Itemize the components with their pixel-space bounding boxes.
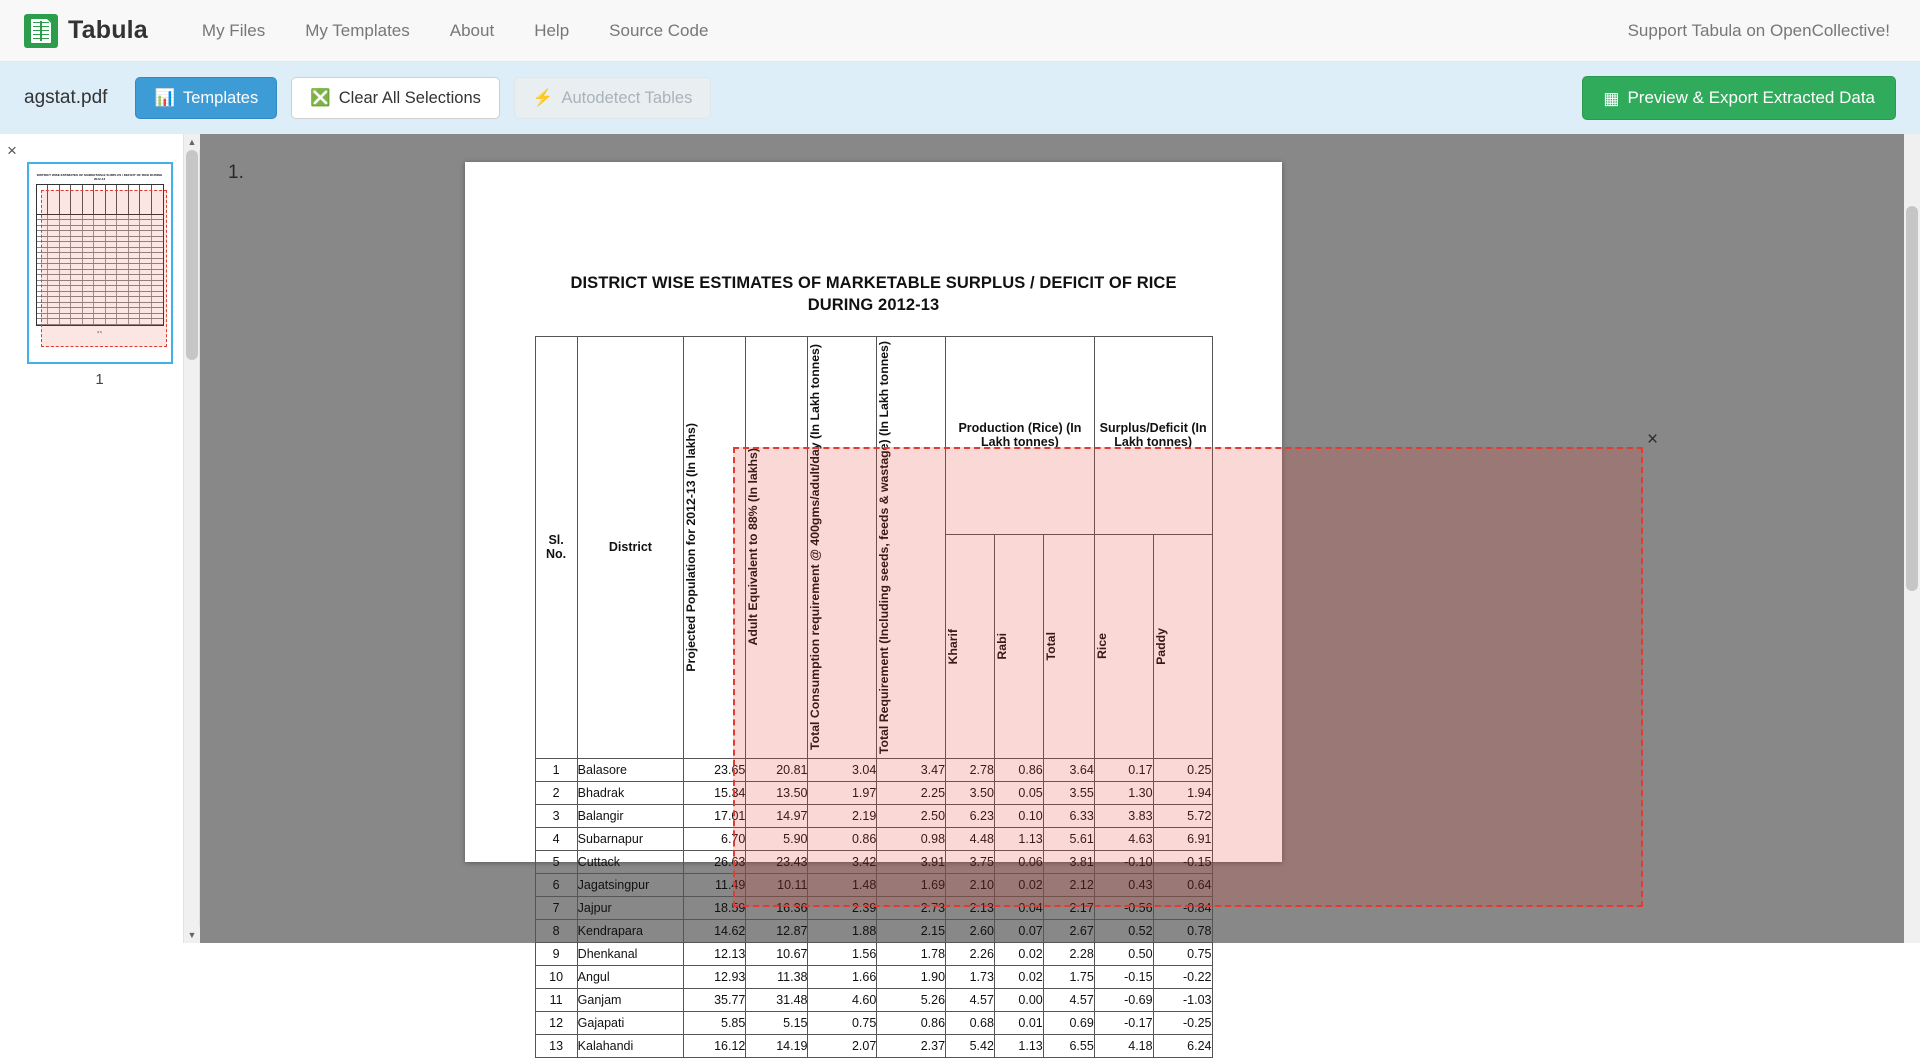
cell-projected-population: 5.85 (684, 1011, 746, 1034)
cell-rice: -0.69 (1094, 988, 1153, 1011)
thumbnail-footer: (17) (96, 329, 103, 334)
header-rabi (994, 534, 1043, 758)
thumbnail-table (36, 184, 164, 326)
cell-rice: -0.56 (1094, 896, 1153, 919)
cell-adult-equivalent: 14.97 (746, 804, 808, 827)
cell-rabi: 0.04 (994, 896, 1043, 919)
circle-x-icon: ❎ (310, 88, 331, 107)
autodetect-tables-button[interactable] (514, 77, 711, 119)
cell-rabi: 0.07 (994, 919, 1043, 942)
cell-rice: 4.18 (1094, 1034, 1153, 1057)
cell-kharif: 3.75 (946, 850, 995, 873)
cell-sl-no: 9 (535, 942, 577, 965)
viewer-scroll-thumb[interactable] (1906, 206, 1918, 591)
cell-kharif: 5.42 (946, 1034, 995, 1057)
cell-rabi: 0.10 (994, 804, 1043, 827)
header-kharif (946, 534, 995, 758)
cell-projected-population: 11.49 (684, 873, 746, 896)
cell-adult-equivalent: 23.43 (746, 850, 808, 873)
cell-projected-population: 18.59 (684, 896, 746, 919)
nav-link-about[interactable]: About (449, 20, 495, 40)
cell-paddy: 0.25 (1153, 758, 1212, 781)
cell-district: Subarnapur (577, 827, 684, 850)
cell-sl-no: 11 (535, 988, 577, 1011)
cell-rabi: 0.00 (994, 988, 1043, 1011)
table-row (535, 804, 1212, 827)
cell-adult-equivalent: 11.38 (746, 965, 808, 988)
cell-total: 4.57 (1043, 988, 1094, 1011)
cell-district: Kalahandi (577, 1034, 684, 1057)
cell-kharif: 2.78 (946, 758, 995, 781)
cell-total-requirement: 3.47 (877, 758, 946, 781)
header-total-consumption (808, 336, 877, 758)
cell-kharif: 0.68 (946, 1011, 995, 1034)
cell-total-requirement: 0.86 (877, 1011, 946, 1034)
templates-button-label: Templates (183, 88, 259, 107)
header-total (1043, 534, 1094, 758)
cell-kharif: 2.26 (946, 942, 995, 965)
cell-projected-population: 35.77 (684, 988, 746, 1011)
header-district: District (577, 336, 684, 758)
cell-rabi: 0.01 (994, 1011, 1043, 1034)
thumbnail-page-label: 1 (95, 371, 104, 388)
cell-total-requirement: 2.25 (877, 781, 946, 804)
cell-total-consumption: 2.19 (808, 804, 877, 827)
cell-rabi: 0.05 (994, 781, 1043, 804)
table-row (535, 1011, 1212, 1034)
table-row (535, 942, 1212, 965)
table-row (535, 827, 1212, 850)
pdf-viewer[interactable] (200, 134, 1920, 1053)
sidebar-scrollbar[interactable] (183, 134, 199, 943)
scroll-up-icon[interactable]: ▲ (184, 134, 200, 150)
table-row (535, 850, 1212, 873)
header-paddy-text: Paddy (1153, 627, 1168, 665)
support-link[interactable]: Support Tabula on OpenCollective! (1627, 20, 1890, 40)
cell-total-consumption: 2.39 (808, 896, 877, 919)
cell-rice: -0.17 (1094, 1011, 1153, 1034)
cell-sl-no: 8 (535, 919, 577, 942)
cell-kharif: 4.48 (946, 827, 995, 850)
header-sl-no-line2: No. (546, 547, 567, 562)
cell-kharif: 6.23 (946, 804, 995, 827)
cell-total-consumption: 2.07 (808, 1034, 877, 1057)
cell-total-requirement: 0.98 (877, 827, 946, 850)
cell-total: 6.33 (1043, 804, 1094, 827)
header-rice (1094, 534, 1153, 758)
preview-export-button[interactable] (1582, 76, 1896, 120)
sidebar-scroll-thumb[interactable] (186, 150, 198, 360)
cell-adult-equivalent: 10.11 (746, 873, 808, 896)
cell-projected-population: 26.63 (684, 850, 746, 873)
templates-button[interactable] (135, 77, 277, 119)
cell-total: 3.81 (1043, 850, 1094, 873)
cell-projected-population: 14.62 (684, 919, 746, 942)
cell-sl-no: 12 (535, 1011, 577, 1034)
brand-name: Tabula (68, 16, 148, 44)
cell-total-consumption: 1.88 (808, 919, 877, 942)
cell-total-consumption: 1.56 (808, 942, 877, 965)
cell-district: Angul (577, 965, 684, 988)
cell-total: 2.17 (1043, 896, 1094, 919)
cell-total-requirement: 1.90 (877, 965, 946, 988)
cell-total: 1.75 (1043, 965, 1094, 988)
cell-sl-no: 1 (535, 758, 577, 781)
table-row (535, 988, 1212, 1011)
header-sl-no-line1: Sl. (548, 533, 564, 548)
cell-total: 3.55 (1043, 781, 1094, 804)
cell-rabi: 1.13 (994, 1034, 1043, 1057)
cell-total-requirement: 1.78 (877, 942, 946, 965)
cell-total: 2.28 (1043, 942, 1094, 965)
cell-total: 2.12 (1043, 873, 1094, 896)
nav-link-my-templates[interactable]: My Templates (305, 20, 410, 40)
cell-rice: 0.43 (1094, 873, 1153, 896)
document-toolbar (0, 62, 1920, 134)
cell-total-consumption: 4.60 (808, 988, 877, 1011)
cell-sl-no: 13 (535, 1034, 577, 1057)
cell-total: 3.64 (1043, 758, 1094, 781)
cell-rice: 1.30 (1094, 781, 1153, 804)
cell-adult-equivalent: 13.50 (746, 781, 808, 804)
template-icon: 📊 (154, 88, 175, 107)
cell-rabi: 0.02 (994, 873, 1043, 896)
header-rice-text: Rice (1094, 633, 1109, 660)
document-table (535, 336, 1213, 1058)
page-thumbnail-1[interactable] (27, 162, 173, 364)
cell-paddy: -1.03 (1153, 988, 1212, 1011)
table-header-row-1 (535, 336, 1212, 534)
close-sidebar-icon[interactable]: × (7, 141, 17, 160)
remove-selection-icon[interactable]: × (1647, 429, 1659, 450)
tabula-logo-icon (24, 14, 58, 48)
thumbnail-wrapper (27, 162, 173, 388)
cell-adult-equivalent: 20.81 (746, 758, 808, 781)
cell-kharif: 1.73 (946, 965, 995, 988)
cell-paddy: 5.72 (1153, 804, 1212, 827)
cell-adult-equivalent: 14.19 (746, 1034, 808, 1057)
cell-total-consumption: 3.42 (808, 850, 877, 873)
cell-total: 5.61 (1043, 827, 1094, 850)
table-row (535, 1034, 1212, 1057)
cell-rice: -0.15 (1094, 965, 1153, 988)
table-row (535, 896, 1212, 919)
cell-adult-equivalent: 10.67 (746, 942, 808, 965)
cell-kharif: 2.60 (946, 919, 995, 942)
top-navbar (0, 0, 1920, 62)
cell-total-consumption: 0.75 (808, 1011, 877, 1034)
cell-total-requirement: 1.69 (877, 873, 946, 896)
viewer-scrollbar[interactable] (1904, 134, 1920, 943)
cell-sl-no: 5 (535, 850, 577, 873)
cell-total: 6.55 (1043, 1034, 1094, 1057)
header-paddy (1153, 534, 1212, 758)
header-total-text: Total (1043, 632, 1058, 661)
table-body (535, 758, 1212, 1057)
header-rabi-text: Rabi (994, 632, 1009, 660)
cell-kharif: 2.13 (946, 896, 995, 919)
cell-projected-population: 6.70 (684, 827, 746, 850)
header-adult-equivalent (746, 336, 808, 758)
document-title (465, 272, 1282, 317)
cell-district: Jajpur (577, 896, 684, 919)
cell-projected-population: 16.12 (684, 1034, 746, 1057)
cell-total-requirement: 2.15 (877, 919, 946, 942)
workspace (0, 134, 1920, 1053)
table-icon: ▦ (1603, 88, 1620, 108)
cell-kharif: 4.57 (946, 988, 995, 1011)
cell-total-consumption: 0.86 (808, 827, 877, 850)
page-index-label: 1. (228, 162, 244, 183)
cell-district: Balangir (577, 804, 684, 827)
brand[interactable] (24, 14, 148, 48)
table-row (535, 758, 1212, 781)
cell-total-consumption: 1.66 (808, 965, 877, 988)
header-total-requirement-text: Total Requirement (Including seeds, feeds & wastage) (In Lakh tonnes) (877, 340, 892, 754)
clear-all-selections-label: Clear All Selections (338, 88, 481, 107)
cell-total-requirement: 3.91 (877, 850, 946, 873)
cell-rabi: 0.02 (994, 942, 1043, 965)
cell-district: Kendrapara (577, 919, 684, 942)
document-title-line2: DURING 2012-13 (807, 296, 940, 315)
cell-kharif: 2.10 (946, 873, 995, 896)
header-total-requirement (877, 336, 946, 758)
cell-adult-equivalent: 5.15 (746, 1011, 808, 1034)
cell-total-requirement: 2.50 (877, 804, 946, 827)
cell-total-requirement: 2.73 (877, 896, 946, 919)
cell-district: Ganjam (577, 988, 684, 1011)
cell-paddy: -0.15 (1153, 850, 1212, 873)
cell-adult-equivalent: 16.36 (746, 896, 808, 919)
cell-sl-no: 3 (535, 804, 577, 827)
nav-link-source-code[interactable]: Source Code (609, 20, 709, 40)
cell-rabi: 0.86 (994, 758, 1043, 781)
cell-rice: 0.17 (1094, 758, 1153, 781)
cell-paddy: -0.84 (1153, 896, 1212, 919)
cell-projected-population: 12.13 (684, 942, 746, 965)
cell-kharif: 3.50 (946, 781, 995, 804)
header-sl-no (535, 336, 577, 758)
cell-total: 0.69 (1043, 1011, 1094, 1034)
cell-rabi: 0.02 (994, 965, 1043, 988)
cell-total-requirement: 2.37 (877, 1034, 946, 1057)
table-row (535, 965, 1212, 988)
cell-rice: 0.50 (1094, 942, 1153, 965)
cell-projected-population: 17.01 (684, 804, 746, 827)
header-production-group: Production (Rice) (In Lakh tonnes) (946, 336, 1095, 534)
cell-rice: 4.63 (1094, 827, 1153, 850)
filename-label: agstat.pdf (24, 87, 108, 108)
cell-paddy: 6.91 (1153, 827, 1212, 850)
page-thumbnail-sidebar (0, 134, 200, 943)
clear-all-selections-button[interactable] (291, 77, 500, 119)
cell-district: Balasore (577, 758, 684, 781)
cell-sl-no: 4 (535, 827, 577, 850)
cell-sl-no: 6 (535, 873, 577, 896)
cell-adult-equivalent: 5.90 (746, 827, 808, 850)
lightning-icon: ⚡ (532, 88, 554, 107)
header-surplus-group: Surplus/Deficit (In Lakh tonnes) (1094, 336, 1212, 534)
cell-district: Dhenkanal (577, 942, 684, 965)
cell-total-consumption: 3.04 (808, 758, 877, 781)
cell-paddy: -0.22 (1153, 965, 1212, 988)
cell-projected-population: 15.34 (684, 781, 746, 804)
cell-district: Cuttack (577, 850, 684, 873)
cell-district: Jagatsingpur (577, 873, 684, 896)
cell-total: 2.67 (1043, 919, 1094, 942)
cell-projected-population: 12.93 (684, 965, 746, 988)
table-row (535, 781, 1212, 804)
cell-paddy: 0.75 (1153, 942, 1212, 965)
cell-total-consumption: 1.97 (808, 781, 877, 804)
cell-rice: 0.52 (1094, 919, 1153, 942)
cell-district: Gajapati (577, 1011, 684, 1034)
cell-paddy: 0.78 (1153, 919, 1212, 942)
cell-paddy: -0.25 (1153, 1011, 1212, 1034)
cell-rice: 3.83 (1094, 804, 1153, 827)
cell-sl-no: 2 (535, 781, 577, 804)
cell-paddy: 6.24 (1153, 1034, 1212, 1057)
nav-links (182, 0, 728, 62)
cell-adult-equivalent: 31.48 (746, 988, 808, 1011)
header-adult-equivalent-text: Adult Equivalent to 88% (In lakhs) (746, 448, 761, 646)
cell-paddy: 1.94 (1153, 781, 1212, 804)
header-projected-population (684, 336, 746, 758)
nav-link-my-files[interactable]: My Files (201, 20, 266, 40)
pdf-page-canvas[interactable] (465, 162, 1282, 1053)
cell-rice: -0.10 (1094, 850, 1153, 873)
cell-total-requirement: 5.26 (877, 988, 946, 1011)
document-title-line1: DISTRICT WISE ESTIMATES OF MARKETABLE SURPLUS / DEFICIT OF RICE (570, 274, 1177, 292)
cell-rabi: 0.06 (994, 850, 1043, 873)
nav-link-help[interactable]: Help (534, 20, 570, 40)
thumbnail-title: DISTRICT WISE ESTIMATES OF MARKETABLE SURPLUS / DEFICIT OF RICE DURING 2012-13 (36, 173, 163, 182)
preview-export-label: Preview & Export Extracted Data (1627, 88, 1875, 107)
cell-rabi: 1.13 (994, 827, 1043, 850)
cell-sl-no: 10 (535, 965, 577, 988)
cell-projected-population: 23.65 (684, 758, 746, 781)
cell-sl-no: 7 (535, 896, 577, 919)
header-total-consumption-text: Total Consumption requirement @ 400gms/adult/day (In Lakh tonnes) (808, 344, 823, 751)
cell-total-consumption: 1.48 (808, 873, 877, 896)
header-projected-population-text: Projected Population for 2012-13 (In lakhs) (684, 422, 699, 672)
table-row (535, 873, 1212, 896)
cell-district: Bhadrak (577, 781, 684, 804)
cell-paddy: 0.64 (1153, 873, 1212, 896)
autodetect-tables-label: Autodetect Tables (561, 88, 693, 107)
table-row (535, 919, 1212, 942)
scroll-down-icon[interactable]: ▼ (184, 927, 200, 943)
cell-adult-equivalent: 12.87 (746, 919, 808, 942)
header-kharif-text: Kharif (946, 628, 961, 665)
